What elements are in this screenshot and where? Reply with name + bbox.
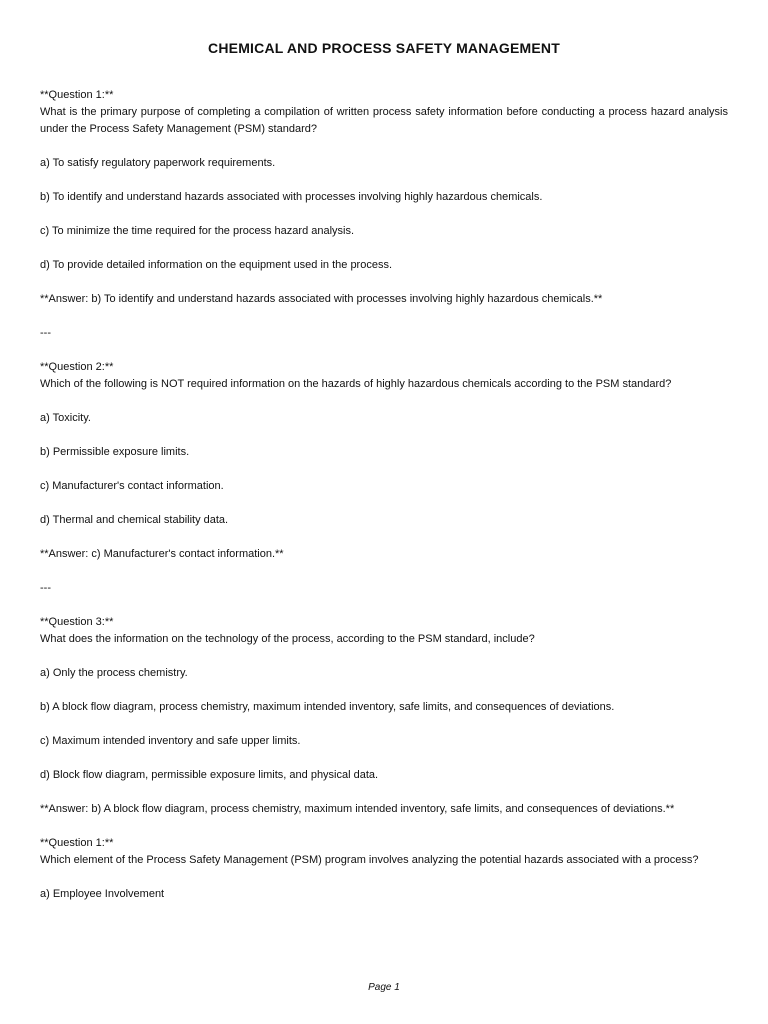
- answer-option: b) Permissible exposure limits.: [40, 446, 190, 458]
- answer-option: c) To minimize the time required for the process hazard analysis.: [40, 225, 355, 237]
- answer-option: b) A block flow diagram, process chemistry, maximum intended inventory, safe limits, and consequences of deviations.: [40, 701, 615, 713]
- correct-answer: **Answer: b) A block flow diagram, process chemistry, maximum intended inventory, safe limits, and consequences of deviations.**: [40, 803, 675, 815]
- question-text: What is the primary purpose of completing a compilation of written process safety information before conducting a process hazard analysis under the Process Safety Management (PSM) standard?: [40, 106, 728, 135]
- question-text: Which element of the Process Safety Management (PSM) program involves analyzing the potential hazards associated with a process?: [40, 854, 699, 866]
- document-body: [40, 87, 728, 920]
- question-heading: **Question 3:**: [40, 616, 114, 628]
- answer-option: a) Only the process chemistry.: [40, 667, 188, 679]
- answer-option: a) Employee Involvement: [40, 888, 165, 900]
- separator: ---: [40, 327, 51, 339]
- question-heading: **Question 1:**: [40, 89, 114, 101]
- answer-option: a) To satisfy regulatory paperwork requirements.: [40, 157, 276, 169]
- answer-option: d) Block flow diagram, permissible exposure limits, and physical data.: [40, 769, 379, 781]
- answer-option: b) To identify and understand hazards associated with processes involving highly hazardous chemicals.: [40, 191, 543, 203]
- correct-answer: **Answer: c) Manufacturer's contact information.**: [40, 548, 284, 560]
- page-number: Page 1: [368, 982, 400, 993]
- document-title: CHEMICAL AND PROCESS SAFETY MANAGEMENT: [208, 40, 560, 56]
- question-text: Which of the following is NOT required information on the hazards of highly hazardous chemicals according to the PSM standard?: [40, 378, 672, 390]
- separator: ---: [40, 582, 51, 594]
- correct-answer: **Answer: b) To identify and understand hazards associated with processes involving highly hazardous chemicals.**: [40, 293, 603, 305]
- answer-option: c) Maximum intended inventory and safe upper limits.: [40, 735, 301, 747]
- question-text: What does the information on the technology of the process, according to the PSM standard, include?: [40, 633, 535, 645]
- answer-option: d) To provide detailed information on the equipment used in the process.: [40, 259, 393, 271]
- answer-option: c) Manufacturer's contact information.: [40, 480, 224, 492]
- question-heading: **Question 2:**: [40, 361, 114, 373]
- answer-option: a) Toxicity.: [40, 412, 91, 424]
- question-heading: **Question 1:**: [40, 837, 114, 849]
- answer-option: d) Thermal and chemical stability data.: [40, 514, 229, 526]
